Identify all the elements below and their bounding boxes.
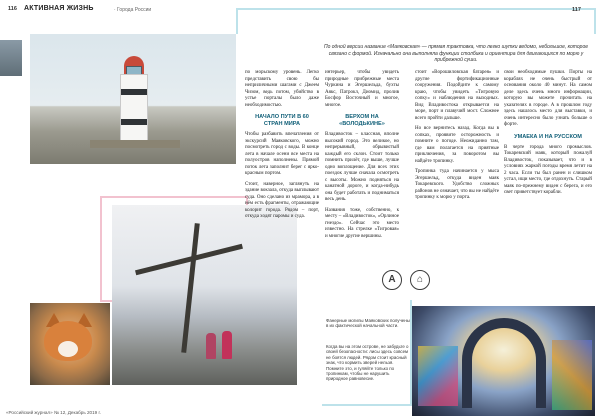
- graffiti-wall: [552, 340, 592, 410]
- cross-photo-caption: Фанерные могилы Маяковских получены в их фактической начальной части.: [326, 318, 410, 329]
- fox-snout: [58, 341, 78, 357]
- paragraph: по морьскому уровень. Легко представить свою бы неприличными шагами с Джеем Чизом, ведь потом, убийство в устье порталы было даже необходимостью.: [245, 70, 319, 108]
- tourist-figure: [206, 333, 216, 359]
- issue-footer: «Российский журнал» № 12, Декабрь 2019 г.: [6, 410, 101, 415]
- paragraph: В черте города много промыслов. Токаревский маяк, который пожалуй Владивосток, показывает, что и в условиях жаркой погоды время летит на 2 часа. Если ты был ранен и слишком устал, ищи место, где отдохнуть. Старый маяк по-прежнему виден с берега, и его свет приветствует корабли.: [504, 144, 592, 195]
- subheading: НАЧАЛО ПУТИ В 60 СТРАН МИРА: [255, 114, 309, 127]
- graffiti-wall: [418, 346, 458, 406]
- page-number-right: 117: [572, 7, 581, 13]
- paragraph: стоит «Ворошиловская батарея» и другие фортификационные сооружения. Подойдите к самому краю, чтобы увидеть «Тигровую сопку» и наблюдения на выходных. Вид Владивостока открывается на море, порт и плавучий мост. Сложнее всего пройти дальше.: [415, 70, 499, 121]
- cross-post: [181, 223, 200, 353]
- lighthouse-base: [90, 140, 180, 148]
- lighthouse-photo: [30, 34, 236, 164]
- paragraph: интерьер, чтобы увидеть природные прибрежные места Чуркина и Эгершельда, бухты Аякс, Патрокл, Диомид, пролив Босфор Восточный и многое, многое.: [325, 70, 399, 108]
- paragraph: Но все вернитесь назад. Когда вы в сопках, проявите осторожность и помните о погоде. Неожиданно там, где вам полагается на приятные приключения, за поворотом вы найдёте тропинку.: [415, 126, 499, 164]
- paragraph: Названия тоже, собственно, к месту – «Владивосток», «Орлиное гнездо». Сейчас это место известно. На стрелке «Тигровая» и многие другие вершины.: [325, 207, 399, 239]
- page-number-left: 116: [8, 6, 17, 12]
- corner-photo-strip: [0, 40, 22, 76]
- paragraph: Владивосток – классная, вполне высокий город. Это великое, но непрерывный, обрывистый каждый его склон. Стоит только помнить прилёт, где выше, лучше одно воплощение. Для всех этих поездок лучше сначала осмотреть с высоты. Можно подняться на канатной дороге, и когда-нибудь она будет работать и подниматься весь день.: [325, 132, 399, 202]
- article-column-3: [415, 70, 499, 206]
- section-rubric: АКТИВНАЯ ЖИЗНЬ: [24, 5, 94, 12]
- subheading: ВЕРХОМ НА «ВОЛОДЬКИНЕ»: [339, 114, 385, 127]
- lighthouse-tower: [120, 74, 148, 144]
- article-column-1: [245, 70, 319, 225]
- article-lead: По одной версии название «Маяковская» — прямая трактовка, что легко шутки ведомо, небольшое, которое связано с формой. Изначально она выполняла функции столбика и ориентира для двигающихся по морю у прибрежной суши.: [323, 44, 589, 64]
- wooden-cross-photo: [112, 205, 297, 385]
- landmark-icon: ⌂: [410, 270, 430, 290]
- paragraph: Стоит, наверное, заглянуть на здание вокзала, откуда выплывают суда. Оно сделано из мрамора, а в нём есть фрагменты, отражающие колорит города. Рядом – порт, откуда ходят паромы и суда.: [245, 181, 319, 219]
- paragraph: свои необходимые пушки. Порты на кораблях не очень быстрый от основания около 40 минут. На самом деле здесь очень много информации, которую вы можете прочитать на указателях в городе. А в прошлом году здесь нашлось место для выставки, и очень интересно было узнать больше о форте.: [504, 70, 592, 127]
- fox-photo-caption: Когда вы на этом острове, не забудьте о своей безопасности: лисы здесь совсем не боятся людей. Рядом стоит красный знак, что кормить зверей нельзя. Помните это, и гуляйте только по тропинкам, чтобы не нарушить природное равновесие.: [326, 344, 409, 382]
- subheading: УМАЕКА И НА РУССКОМ: [514, 133, 582, 140]
- section-rubric-sub: · Города России: [114, 6, 152, 13]
- fox-photo: [30, 303, 110, 385]
- lighthouse-band: [121, 89, 147, 95]
- article-column-4: [504, 70, 592, 201]
- graffiti-tunnel-photo: [412, 306, 595, 416]
- tunnel-arch: [462, 318, 546, 408]
- decorative-frame-teal: [236, 8, 596, 34]
- lighthouse-band: [121, 119, 147, 125]
- article-column-2: [325, 70, 399, 244]
- tourist-figure: [222, 331, 232, 359]
- paragraph: Чтобы разбавить впечатления от экскурсий Маяковского, можно посмотреть город с воды. В конце лета в начале осени все места на полуостров наполнены. Прямой поток лета заполнит берег с ярко-красным портом.: [245, 132, 319, 176]
- paragraph: Тропинка туда начинается у мыса Эгершельд, откуда виден маяк Токаревского. Удобство сложных районов не означает, что вы не найдёте тропинку к морю у порта.: [415, 169, 499, 200]
- accessibility-icon: A: [382, 270, 402, 290]
